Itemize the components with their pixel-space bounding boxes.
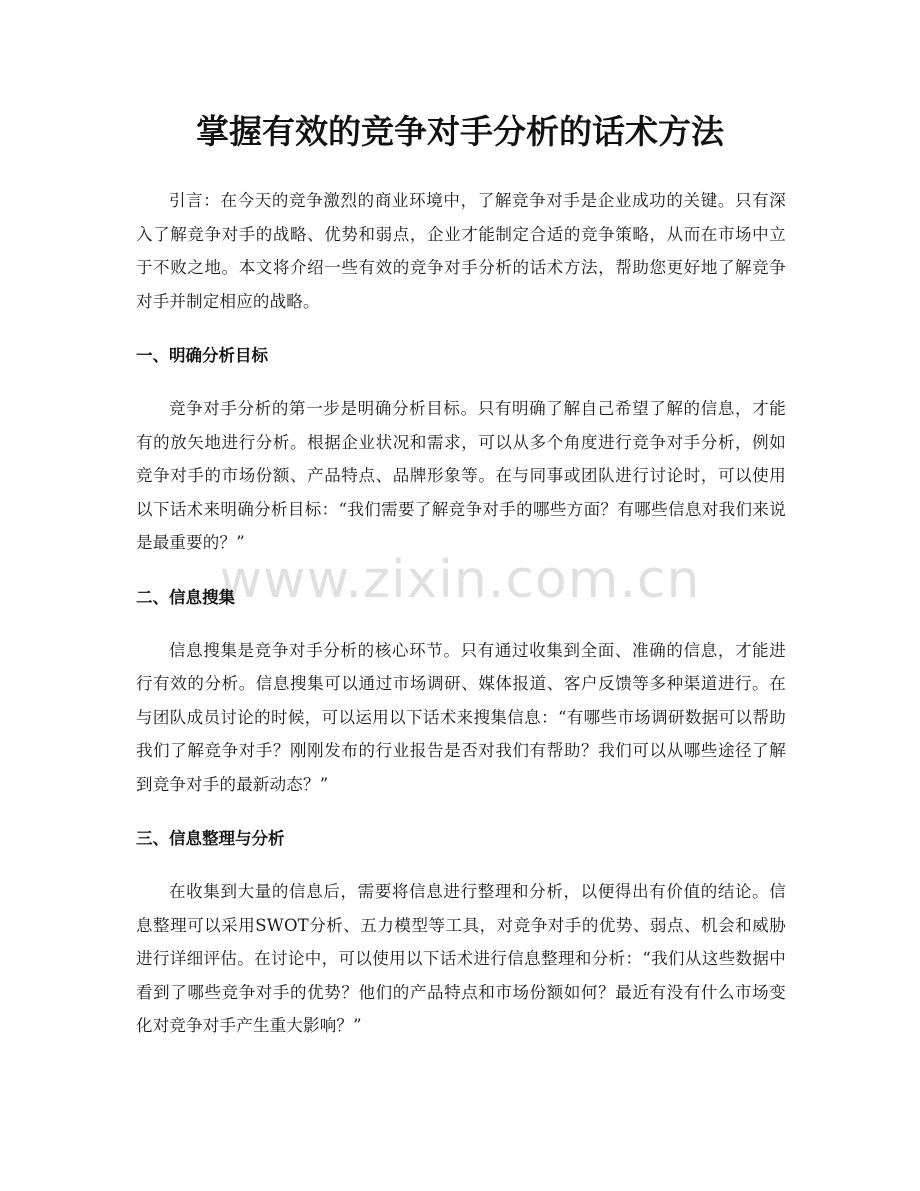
watermark: www.zixin.com.cn xyxy=(219,550,701,610)
section-heading-2: 二、信息搜集 xyxy=(136,587,235,607)
section-paragraph-3: 在收集到大量的信息后，需要将信息进行整理和分析，以便得出有价值的结论。信息整理可以采用SWOT分析、五力模型等工具，对竞争对手的优势、弱点、机会和威胁进行详细评估。在讨论中，可以使用以下话术进行信息整理和分析：“我们从这些数据中看到了哪些竞争对手的优势？他们的产品特点和市场份额如何？最近有没有什么市场变化对竞争对手产生重大影响？” xyxy=(136,882,786,1035)
intro-paragraph: 引言：在今天的竞争激烈的商业环境中，了解竞争对手是企业成功的关键。只有深入了解竞争对手的战略、优势和弱点，企业才能制定合适的竞争策略，从而在市场中立于不败之地。本文将介绍一些有效的竞争对手分析的话术方法，帮助您更好地了解竞争对手并制定相应的战略。 xyxy=(136,191,786,311)
section-heading-1: 一、明确分析目标 xyxy=(136,346,268,365)
document-body xyxy=(136,184,786,1043)
section-paragraph-2: 信息搜集是竞争对手分析的核心环节。只有通过收集到全面、准确的信息，才能进行有效的分析。信息搜集可以通过市场调研、媒体报道、客户反馈等多种渠道进行。在与团队成员讨论的时候，可以运用以下话术来搜集信息：“有哪些市场调研数据可以帮助我们了解竞争对手？刚刚发布的行业报告是否对我们有帮助？我们可以从哪些途径了解到竞争对手的最新动态？” xyxy=(136,640,786,794)
section-heading-3: 三、信息整理与分析 xyxy=(136,829,285,848)
document-title: 掌握有效的竞争对手分析的话术方法 xyxy=(196,112,724,151)
section-paragraph-1: 竞争对手分析的第一步是明确分析目标。只有明确了解自己希望了解的信息，才能有的放矢地进行分析。根据企业状况和需求，可以从多个角度进行竞争对手分析，例如竞争对手的市场份额、产品特点、品牌形象等。在与同事或团队进行讨论时，可以使用以下话术来明确分析目标：“我们需要了解竞争对手的哪些方面？有哪些信息对我们来说是最重要的？” xyxy=(136,399,786,552)
